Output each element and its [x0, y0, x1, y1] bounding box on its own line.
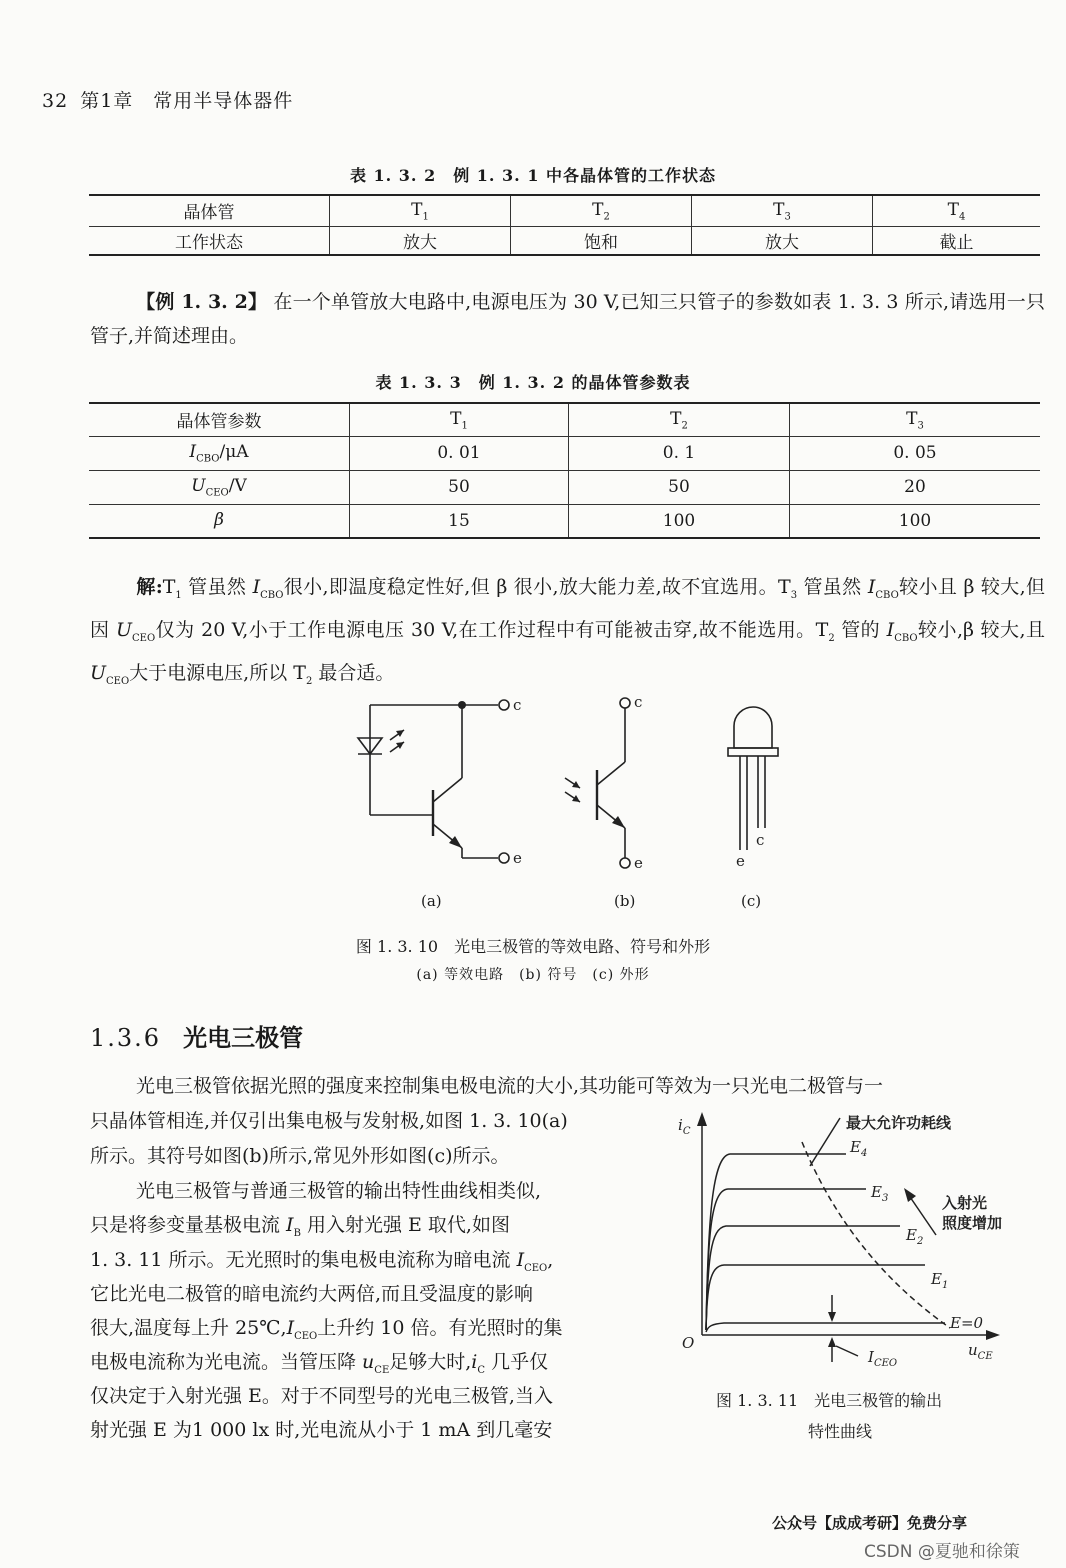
table1-cell: 放大: [330, 226, 511, 255]
pin-e-label: e: [634, 854, 643, 872]
table2-header-cell: 晶体管参数: [89, 403, 350, 436]
curve-label-e1: $E_1$: [931, 1270, 949, 1291]
curve-e3: [706, 1189, 866, 1330]
figure-1-3-10: [0, 690, 1066, 880]
table1-row-label: 工作状态: [175, 232, 243, 253]
emitter-arrow: [449, 836, 462, 848]
y-axis-label: $i_C$: [678, 1116, 691, 1137]
footer-text: 公众号【成成考研】免费分享: [772, 1514, 968, 1532]
body-line: 光电三极管与普通三极管的输出特性曲线相类似,: [136, 1180, 542, 1202]
table2-row: [89, 470, 1040, 504]
curve-label-e4: $E_4$: [850, 1138, 868, 1159]
max-power-label: 最大允许功耗线: [846, 1114, 952, 1132]
section-heading: [90, 1018, 303, 1053]
table2-row-label: $I_{CBO}/\mu A$: [89, 436, 350, 470]
fig-label-b: (b): [614, 892, 636, 910]
irradiance-label-1: 入射光: [942, 1194, 988, 1212]
table2-cell: 50: [350, 470, 569, 504]
figure10-subcaption: (a) 等效电路 (b) 符号 (c) 外形: [416, 967, 650, 983]
table2-cell: 100: [790, 504, 1041, 538]
body-line: 所示。其符号如图(b)所示,常见外形如图(c)所示。: [90, 1145, 510, 1167]
table1-header-cell: $T_3$: [692, 195, 873, 226]
body-line: 它比光电二极管的暗电流约大两倍,而且受温度的影响: [90, 1283, 534, 1305]
equivalent-circuit: [358, 700, 509, 863]
table1-cell: 放大: [692, 226, 873, 255]
curve-e2: [706, 1226, 900, 1330]
table2-caption: 表 1. 3. 3 例 1. 3. 2 的晶体管参数表: [375, 373, 691, 392]
page-number: 32: [42, 90, 69, 112]
body-line: 很大,温度每上升 $25℃,I_{CEO}$上升约 10 倍。有光照时的集: [90, 1317, 563, 1342]
table1-header-row: [89, 195, 1040, 226]
max-power-leader: [810, 1118, 840, 1166]
table2-cell: 20: [790, 470, 1041, 504]
max-power-line: [802, 1142, 950, 1328]
example-paragraph: [90, 285, 1045, 353]
curve-label-e3: $E_3$: [871, 1183, 889, 1204]
body-line: 1. 3. 11 所示。无光照时的集电极电流称为暗电流 $I_{CEO}$,: [90, 1249, 554, 1274]
table2-header-row: [89, 403, 1040, 436]
pin-e-label: e: [513, 849, 522, 867]
table1-header-cell: $T_1$: [330, 195, 511, 226]
table1-row: [89, 226, 1040, 255]
solution-paragraph: 解$:T_1$ 管虽然 $I_{CBO}$很小,即温度稳定性好,但 β 很小,放大能力差,故不宜选用。$T_3$ 管虽然 $I_{CBO}$较小且 β 较大,但因 $U_{CEO}$仅为 20 V,小于工作电源电压 30 V,在工作过程中有可能被击穿,故不能选用。$T_2$ 管的 $I_{CBO}$较小,β 较大,且 $U_{CEO}$大于电源电压,所以 $T_2$ 最合适。: [90, 576, 1045, 687]
pin-e-label: e: [736, 852, 745, 870]
table1: [89, 194, 1040, 256]
body-line: 只晶体管相连,并仅引出集电极与发射极,如图 1. 3. 10(a): [90, 1110, 568, 1132]
curve-e4: [706, 1154, 846, 1330]
pin-c-label: c: [634, 693, 643, 711]
table2-cell: 0. 05: [790, 436, 1041, 470]
table2-row: [89, 504, 1040, 538]
body-line: 射光强 E 为1 000 lx 时,光电流从小于 1 mA 到几毫安: [90, 1419, 553, 1441]
table2-cell: 100: [569, 504, 790, 538]
table2-row: [89, 436, 1040, 470]
table2-cell: 15: [350, 504, 569, 538]
figure11-caption-2: 特性曲线: [808, 1422, 873, 1441]
chapter-title: 第1章 常用半导体器件: [80, 90, 294, 112]
curve-label-e0: E=0: [950, 1314, 984, 1332]
emitter-arrow: [612, 816, 625, 828]
body-line: 光电三极管依据光照的强度来控制集电极电流的大小,其功能可等效为一只光电二极管与一: [136, 1075, 884, 1097]
pin-c-label: c: [756, 831, 765, 849]
iceo-label: $I_{CEO}$: [868, 1348, 898, 1369]
pin-c-label: c: [513, 696, 522, 714]
table2-row-label: β: [214, 509, 224, 530]
body-line: 只是将参变量基极电流 $I_B$ 用入射光强 E 取代,如图: [90, 1214, 510, 1239]
curve-label-e2: $E_2$: [906, 1226, 924, 1247]
watermark: CSDN @夏驰和徐策: [864, 1542, 1020, 1562]
irradiance-label-2: 照度增加: [942, 1214, 1003, 1232]
example-tag: 【例 1. 3. 2】: [136, 291, 268, 313]
table2-header-cell: $T_1$: [350, 403, 569, 436]
curve-e1: [706, 1265, 925, 1330]
table1-cell: 截止: [873, 226, 1041, 255]
origin-label: O: [682, 1334, 695, 1352]
figure-1-3-11: [670, 1100, 1050, 1380]
table1-caption: 表 1. 3. 2 例 1. 3. 1 中各晶体管的工作状态: [349, 166, 717, 185]
table1-cell: 饱和: [511, 226, 692, 255]
curve-e0: [706, 1323, 945, 1332]
section-number: 1.3.6: [90, 1024, 162, 1052]
example-text: 在一个单管放大电路中,电源电压为 30 V,已知三只管子的参数如表 1. 3. 3 所示,请选用一只管子,并简述理由。: [90, 291, 1045, 347]
fig-label-c: (c): [741, 892, 762, 910]
table2-cell: 0. 1: [569, 436, 790, 470]
figure10-caption: 图 1. 3. 10 光电三极管的等效电路、符号和外形: [355, 937, 711, 956]
table2-cell: 0. 01: [350, 436, 569, 470]
x-axis-label: $u_{CE}$: [968, 1341, 993, 1362]
led-package: [728, 707, 778, 850]
page-header: [42, 86, 293, 113]
table1-header-cell: $T_4$: [873, 195, 1041, 226]
table2: [89, 402, 1040, 539]
body-line: 电极电流称为光电流。当管压降 $u_{CE}$足够大时$,i_C$ 几乎仅: [90, 1351, 549, 1376]
table1-header-cell: $T_2$: [511, 195, 692, 226]
figure11-caption-1: 图 1. 3. 11 光电三极管的输出: [716, 1391, 943, 1410]
table2-header-cell: $T_2$: [569, 403, 790, 436]
section-title: 光电三极管: [183, 1023, 304, 1052]
junction-dot: [458, 701, 466, 709]
table2-header-cell: $T_3$: [790, 403, 1041, 436]
body-line: 仅决定于入射光强 E。对于不同型号的光电三极管,当入: [90, 1385, 553, 1407]
table2-row-label: $U_{CEO}/V$: [89, 470, 350, 504]
table1-header-cell: 晶体管: [89, 195, 330, 226]
fig-label-a: (a): [421, 892, 442, 910]
table2-cell: 50: [569, 470, 790, 504]
